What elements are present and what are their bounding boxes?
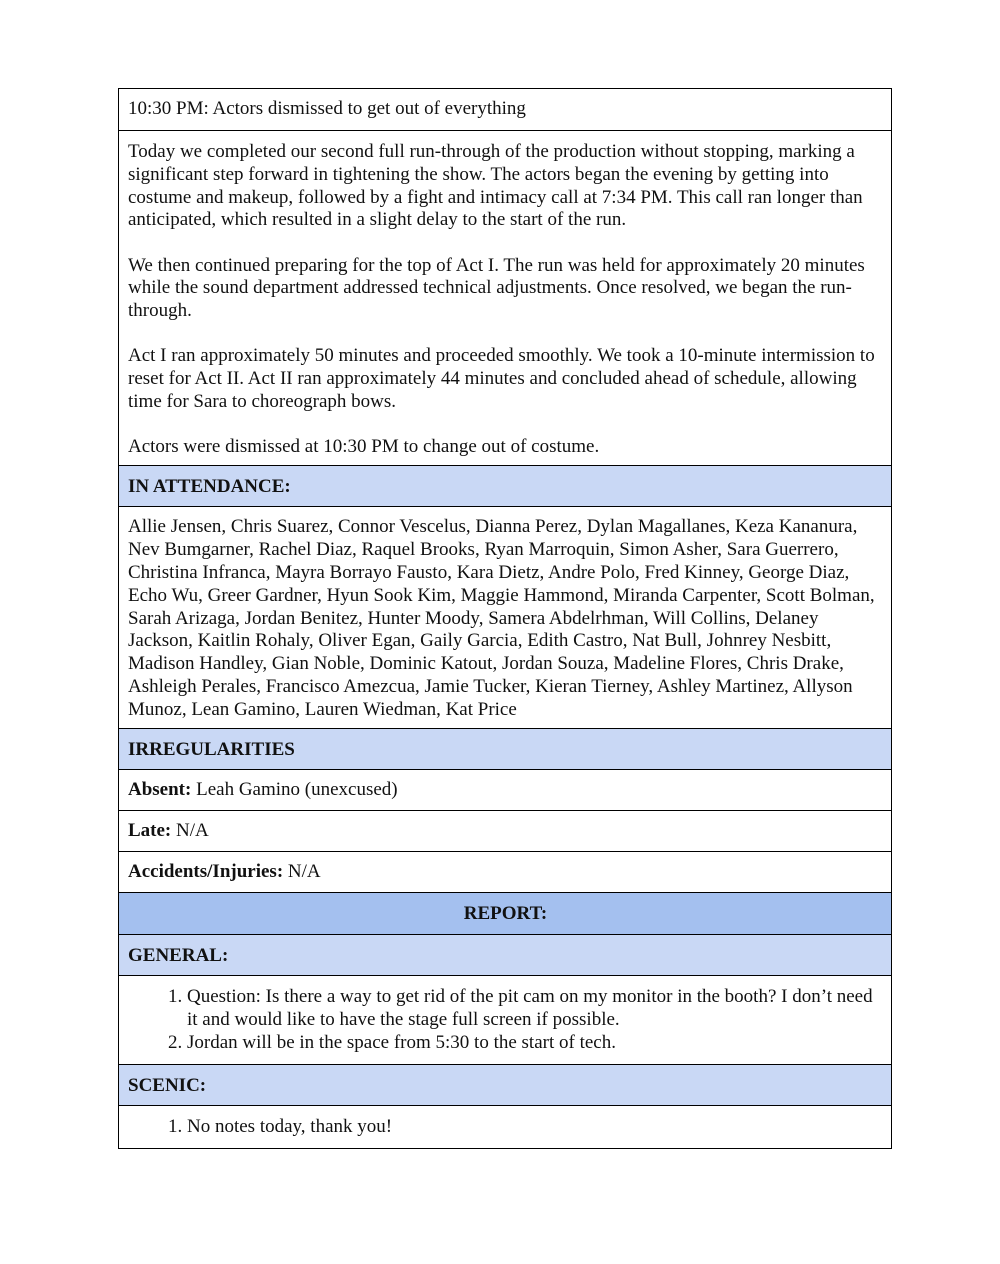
absent-label: Absent:: [128, 779, 192, 801]
absent-row: [119, 769, 891, 810]
attendance-list: [119, 506, 891, 727]
attendance-title: IN ATTENDANCE:: [128, 475, 291, 497]
attendance-names: Allie Jensen, Chris Suarez, Connor Vescelus, Dianna Perez, Dylan Magallanes, Keza Kananura, Nev Bumgarner, Rachel Diaz, Raquel Brooks, Ryan Marroquin, Simon Asher, Sara Guerrero, Christina Infranca, Mayra Borrayo Fausto, Kara Dietz, Andre Polo, Fred Kinney, George Diaz, Echo Wu, Greer Gardner, Hyun Sook Kim, Maggie Hammond, Miranda Carpenter, Scott Bolman, Sarah Arizaga, Jordan Benitez, Hunter Moody, Samera Abdelrhman, Will Collins, Delaney Jackson, Kaitlin Rohaly, Oliver Egan, Gaily Garcia, Edith Castro, Nat Bull, Johnrey Nesbitt, Madison Handley, Gian Noble, Dominic Katout, Jordan Souza, Madeline Flores, Chris Drake, Ashleigh Perales, Francisco Amezcua, Jamie Tucker, Kieran Tierney, Ashley Martinez, Allyson Munoz, Lean Gamino, Lauren Wiedman, Kat Price: [128, 516, 875, 720]
scenic-header: [119, 1064, 891, 1106]
scenic-title: SCENIC:: [128, 1074, 207, 1096]
report-header: [119, 892, 891, 934]
general-notes-list: [128, 986, 883, 1054]
report-title: REPORT:: [463, 903, 548, 925]
list-item: 1. No notes today, thank you!: [187, 1116, 883, 1139]
general-notes: [119, 975, 891, 1063]
rehearsal-report-table: [118, 88, 892, 1149]
absent-value: Leah Gamino (unexcused): [191, 779, 398, 801]
late-label: Late:: [128, 820, 172, 842]
list-item: 1. Question: Is there a way to get rid of the pit cam on my monitor in the booth? I don’t need it and would like to have the stage full screen if possible.: [187, 986, 883, 1032]
irregularities-header: [119, 728, 891, 770]
dismissal-time-note: [119, 89, 891, 130]
scenic-notes: [119, 1105, 891, 1148]
scenic-notes-list: [128, 1116, 883, 1139]
irregularities-title: IRREGULARITIES: [128, 738, 295, 760]
general-header: [119, 934, 891, 976]
late-value: N/A: [171, 820, 209, 842]
dismissal-time-text: 10:30 PM: Actors dismissed to get out of everything: [128, 98, 526, 119]
late-row: [119, 810, 891, 851]
summary-paragraph: Today we completed our second full run-through of the production without stopping, marking a significant step forward in tightening the show. The actors began the evening by getting into costume and makeup, followed by a fight and intimacy call at 7:34 PM. This call ran longer than anticipated, which resulted in a slight delay to the start of the run.: [128, 141, 863, 231]
summary-paragraph: Actors were dismissed at 10:30 PM to change out of costume.: [128, 436, 600, 458]
list-item: 2. Jordan will be in the space from 5:30 to the start of tech.: [187, 1032, 883, 1055]
summary-paragraph: We then continued preparing for the top of Act I. The run was held for approximately 20 minutes while the sound department addressed technical adjustments. Once resolved, we began the run-through.: [128, 254, 865, 322]
accidents-row: [119, 851, 891, 892]
attendance-header: [119, 465, 891, 507]
rehearsal-summary: [119, 130, 891, 465]
accidents-label: Accidents/Injuries:: [128, 861, 284, 883]
general-title: GENERAL:: [128, 944, 229, 966]
accidents-value: N/A: [283, 861, 321, 883]
summary-paragraph: Act I ran approximately 50 minutes and proceeded smoothly. We took a 10-minute intermission to reset for Act II. Act II ran approximately 44 minutes and concluded ahead of schedule, allowing time for Sara to choreograph bows.: [128, 345, 875, 412]
